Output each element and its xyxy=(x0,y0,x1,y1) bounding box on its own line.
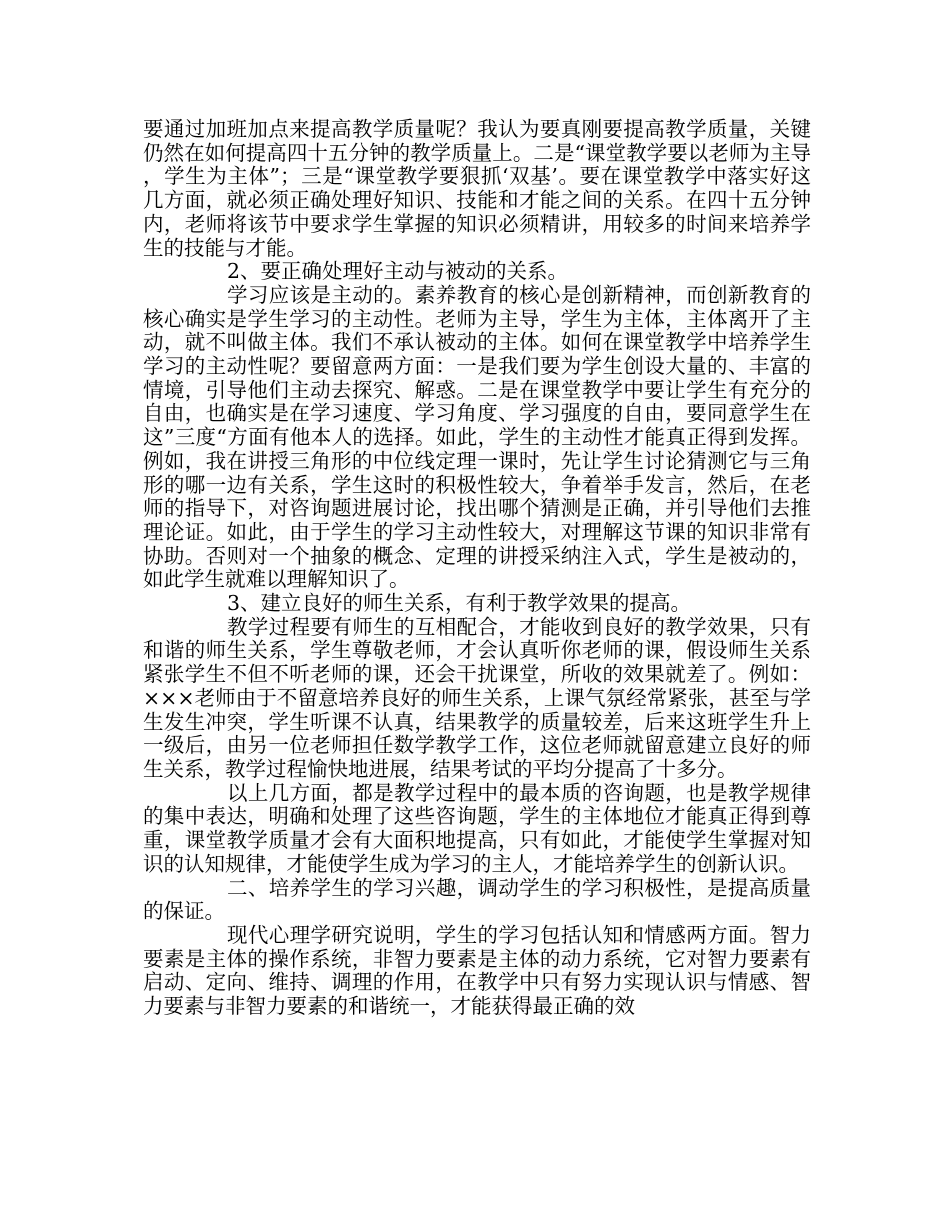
paragraph-6: 以上几方面，都是教学过程中的最本质的咨询题，也是教学规律的集中表达，明确和处理了这些咨询题，学生的主体地位才能真正得到尊重，课堂教学质量才会有大面积地提高，只有如此，才能使学生掌握对知识的认知规律，才能使学生成为学习的主人，才能培养学生的创新认识。 xyxy=(143,780,811,876)
paragraph-7-heading: 二、培养学生的学习兴趣，调动学生的学习积极性，是提高质量的保证。 xyxy=(143,875,811,924)
paragraph-3: 学习应该是主动的。素养教育的核心是创新精神，而创新教育的核心确实是学生学习的主动性。老师为主导，学生为主体，主体离开了主动，就不叫做主体。我们不承认被动的主体。如何在课堂教学中培养学生学习的主动性呢？要留意两方面：一是我们要为学生创设大量的、丰富的情境，引导他们主动去探究、解惑。二是在课堂教学中要让学生有充分的自由，也确实是在学习速度、学习角度、学习强度的自由，要同意学生在这”三度“方面有他本人的选择。如此，学生的主动性才能真正得到发挥。例如，我在讲授三角形的中位线定理一课时，先让学生讨论猜测它与三角形的哪一边有关系，学生这时的积极性较大，争着举手发言，然后，在老师的指导下，对咨询题进展讨论，找出哪个猜测是正确，并引导他们去推理论证。如此，由于学生的学习主动性较大，对理解这节课的知识非常有协助。否则对一个抽象的概念、定理的讲授采纳注入式，学生是被动的，如此学生就难以理解知识了。 xyxy=(143,282,811,592)
paragraph-2-heading: 2、要正确处理好主动与被动的关系。 xyxy=(227,259,569,284)
paragraph-4-heading: 3、建立良好的师生关系，有利于教学效果的提高。 xyxy=(227,591,692,616)
document-page xyxy=(143,118,811,1019)
paragraph-5: 教学过程要有师生的互相配合，才能收到良好的教学效果，只有和谐的师生关系，学生尊敬老师，才会认真听你老师的课，假设师生关系紧张学生不但不听老师的课，还会干扰课堂，所收的效果就差了。例如：×××老师由于不留意培养良好的师生关系，上课气氛经常紧张，甚至与学生发生冲突，学生听课不认真，结果教学的质量较差，后来这班学生升上一级后，由另一位老师担任数学教学工作，这位老师就留意建立良好的师生关系，教学过程愉快地进展，结果考试的平均分提高了十多分。 xyxy=(143,614,811,781)
paragraph-1: 要通过加班加点来提高教学质量呢？我认为要真刚要提高教学质量，关键仍然在如何提高四十五分钟的教学质量上。二是“课堂教学要以老师为主导，学生为主体”；三是“课堂教学要狠抓‘双基’。要在课堂教学中落实好这几方面，就必须正确处理好知识、技能和才能之间的关系。在四十五分钟内，老师将该节中要求学生掌握的知识必须精讲，用较多的时间来培养学生的技能与才能。 xyxy=(143,117,811,260)
paragraph-8: 现代心理学研究说明，学生的学习包括认知和情感两方面。智力要素是主体的操作系统，非智力要素是主体的动力系统，它对智力要素有启动、定向、维持、调理的作用，在教学中只有努力实现认识与情感、智力要素与非智力要素的和谐统一，才能获得最正确的效 xyxy=(143,922,811,1019)
